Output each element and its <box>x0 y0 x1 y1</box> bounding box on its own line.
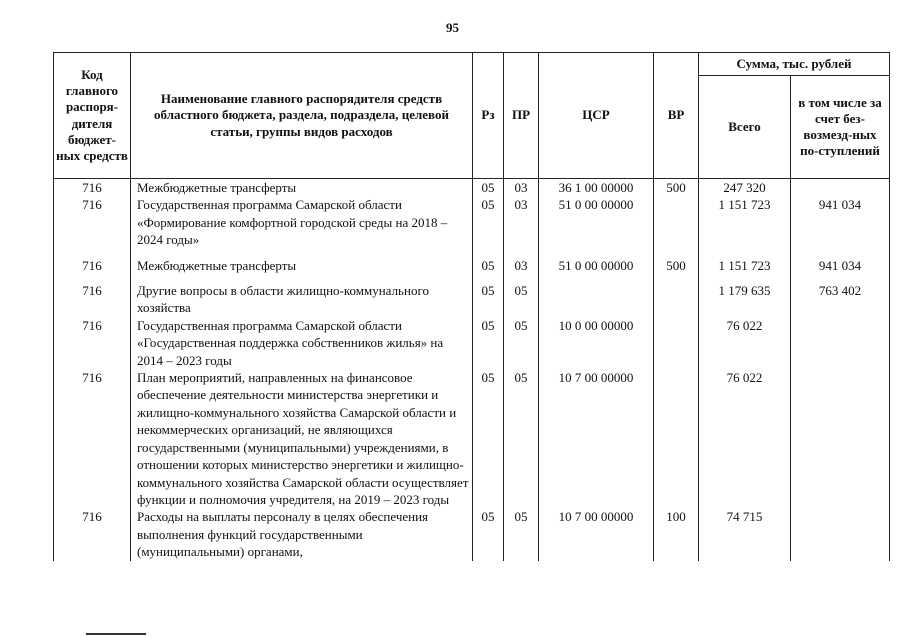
table-row <box>54 317 890 369</box>
cell-rz: 05 <box>473 508 504 560</box>
cell-rz: 05 <box>473 196 504 248</box>
cell-csr: 51 0 00 00000 <box>539 249 654 274</box>
table-body <box>54 179 890 561</box>
cell-total: 247 320 <box>699 179 791 197</box>
cell-pr: 05 <box>504 508 539 560</box>
table-row <box>54 196 890 248</box>
header-total: Всего <box>699 76 791 179</box>
cell-pr: 03 <box>504 249 539 274</box>
cell-rz: 05 <box>473 317 504 369</box>
cell-pr: 05 <box>504 369 539 508</box>
cell-incl: 941 034 <box>791 196 890 248</box>
cell-incl <box>791 369 890 508</box>
cell-rz: 05 <box>473 249 504 274</box>
cell-code: 716 <box>54 196 131 248</box>
cell-name: Государственная программа Самарской области «Государственная поддержка собственников жилья» на 2014 – 2023 годы <box>131 317 473 369</box>
cell-pr: 03 <box>504 196 539 248</box>
cell-incl <box>791 179 890 197</box>
cell-csr: 10 7 00 00000 <box>539 508 654 560</box>
budget-table <box>53 52 890 561</box>
cell-vr: 500 <box>654 249 699 274</box>
cell-code: 716 <box>54 369 131 508</box>
cell-csr: 51 0 00 00000 <box>539 196 654 248</box>
cell-csr: 36 1 00 00000 <box>539 179 654 197</box>
cell-pr: 05 <box>504 274 539 317</box>
cell-incl <box>791 508 890 560</box>
cell-code: 716 <box>54 179 131 197</box>
cell-vr <box>654 274 699 317</box>
cell-total: 76 022 <box>699 369 791 508</box>
cell-csr <box>539 274 654 317</box>
cell-pr: 03 <box>504 179 539 197</box>
cell-name: Государственная программа Самарской области «Формирование комфортной городской среды на 2018 – 2024 годы» <box>131 196 473 248</box>
cell-name: План мероприятий, направленных на финансовое обеспечение деятельности министерства энергетики и жилищно-коммунального хозяйства Самарской области и некоммерческих организаций, не являющихся государственными (муниципальными) учреждениями, в отношении которых министерство энергетики и жилищно-коммунального хозяйства Самарской области осуществляет функции и полномочия учредителя, на 2019 – 2023 годы <box>131 369 473 508</box>
table-row <box>54 179 890 197</box>
cell-vr: 100 <box>654 508 699 560</box>
cell-csr: 10 0 00 00000 <box>539 317 654 369</box>
header-vr: ВР <box>654 53 699 179</box>
cell-incl: 763 402 <box>791 274 890 317</box>
header-csr: ЦСР <box>539 53 654 179</box>
cell-rz: 05 <box>473 369 504 508</box>
cell-name: Расходы на выплаты персоналу в целях обеспечения выполнения функций государственными (муниципальными) органами, <box>131 508 473 560</box>
cell-code: 716 <box>54 508 131 560</box>
footnote-rule <box>86 633 146 635</box>
table-row <box>54 249 890 274</box>
cell-total: 1 151 723 <box>699 196 791 248</box>
cell-code: 716 <box>54 249 131 274</box>
cell-csr: 10 7 00 00000 <box>539 369 654 508</box>
cell-total: 74 715 <box>699 508 791 560</box>
table-row <box>54 508 890 560</box>
cell-name: Межбюджетные трансферты <box>131 179 473 197</box>
table-row <box>54 369 890 508</box>
cell-code: 716 <box>54 317 131 369</box>
cell-rz: 05 <box>473 179 504 197</box>
cell-name: Другие вопросы в области жилищно-коммунального хозяйства <box>131 274 473 317</box>
cell-incl: 941 034 <box>791 249 890 274</box>
header-code: Код главного распоря-дителя бюджет-ных средств <box>54 53 131 179</box>
cell-vr <box>654 196 699 248</box>
cell-total: 76 022 <box>699 317 791 369</box>
cell-total: 1 179 635 <box>699 274 791 317</box>
cell-code: 716 <box>54 274 131 317</box>
header-name: Наименование главного распорядителя средств областного бюджета, раздела, подраздела, целевой статьи, группы видов расходов <box>131 53 473 179</box>
cell-vr: 500 <box>654 179 699 197</box>
header-incl: в том числе за счет без-возмезд-ных по-ступлений <box>791 76 890 179</box>
page-number: 95 <box>446 20 459 35</box>
table-row <box>54 274 890 317</box>
cell-vr <box>654 369 699 508</box>
cell-rz: 05 <box>473 274 504 317</box>
cell-vr <box>654 317 699 369</box>
table-header <box>54 53 890 179</box>
header-sum: Сумма, тыс. рублей <box>699 53 890 76</box>
cell-incl <box>791 317 890 369</box>
cell-total: 1 151 723 <box>699 249 791 274</box>
header-pr: ПР <box>504 53 539 179</box>
cell-pr: 05 <box>504 317 539 369</box>
header-rz: Рз <box>473 53 504 179</box>
cell-name: Межбюджетные трансферты <box>131 249 473 274</box>
